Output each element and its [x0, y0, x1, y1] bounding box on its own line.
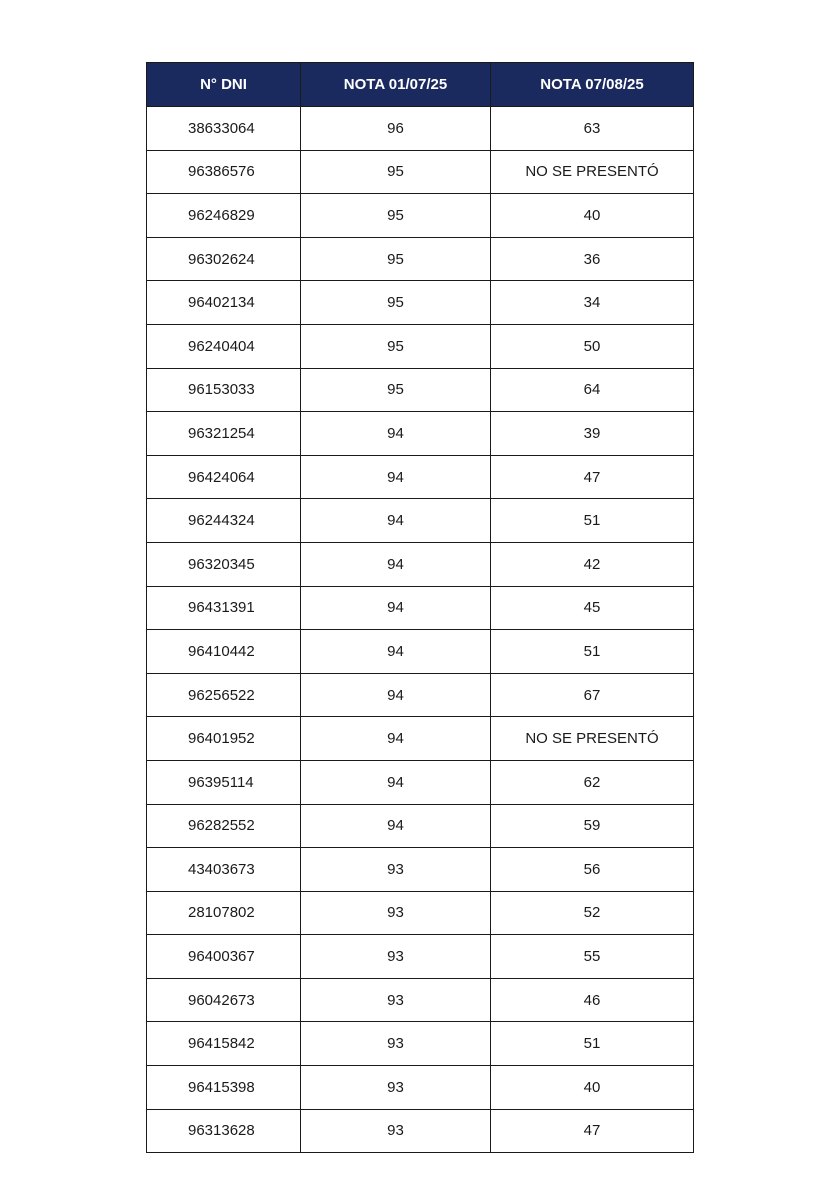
grade-1-cell: 93 — [301, 891, 491, 935]
table-row — [147, 760, 694, 804]
table-row — [147, 281, 694, 325]
dni-cell: 96246829 — [147, 194, 301, 238]
table-row — [147, 368, 694, 412]
grade-2-cell: 42 — [491, 542, 694, 586]
grade-2-cell: 67 — [491, 673, 694, 717]
dni-cell: 96282552 — [147, 804, 301, 848]
grade-2-cell: 40 — [491, 194, 694, 238]
header-row — [147, 63, 694, 107]
table-row — [147, 455, 694, 499]
grade-1-cell: 94 — [301, 412, 491, 456]
grade-1-cell: 94 — [301, 499, 491, 543]
dni-cell: 96244324 — [147, 499, 301, 543]
table-row — [147, 717, 694, 761]
dni-cell: 96431391 — [147, 586, 301, 630]
table-row — [147, 150, 694, 194]
grade-1-cell: 94 — [301, 542, 491, 586]
grade-1-cell: 95 — [301, 368, 491, 412]
table-row — [147, 1066, 694, 1110]
dni-cell: 96424064 — [147, 455, 301, 499]
grade-1-cell: 93 — [301, 1022, 491, 1066]
grade-1-cell: 95 — [301, 237, 491, 281]
grade-2-cell: 51 — [491, 1022, 694, 1066]
dni-cell: 96402134 — [147, 281, 301, 325]
dni-cell: 96415398 — [147, 1066, 301, 1110]
table-row — [147, 107, 694, 151]
grade-1-cell: 94 — [301, 673, 491, 717]
grade-2-cell: 51 — [491, 499, 694, 543]
grade-1-cell: 93 — [301, 1066, 491, 1110]
table-row — [147, 804, 694, 848]
grade-1-cell: 94 — [301, 586, 491, 630]
grade-1-cell: 94 — [301, 630, 491, 674]
grade-2-cell: 47 — [491, 1109, 694, 1153]
grade-1-cell: 95 — [301, 324, 491, 368]
dni-cell: 96153033 — [147, 368, 301, 412]
table-row — [147, 412, 694, 456]
table-row — [147, 630, 694, 674]
grade-1-cell: 94 — [301, 760, 491, 804]
table-row — [147, 673, 694, 717]
grade-2-cell: 34 — [491, 281, 694, 325]
grade-1-cell: 93 — [301, 1109, 491, 1153]
grade-1-cell: 94 — [301, 455, 491, 499]
table-row — [147, 499, 694, 543]
grade-1-cell: 95 — [301, 150, 491, 194]
grade-2-cell: 55 — [491, 935, 694, 979]
grade-2-cell: 45 — [491, 586, 694, 630]
grade-1-cell: 93 — [301, 978, 491, 1022]
dni-cell: 96256522 — [147, 673, 301, 717]
grade-2-cell: 63 — [491, 107, 694, 151]
dni-cell: 96313628 — [147, 1109, 301, 1153]
grade-2-cell: 50 — [491, 324, 694, 368]
grades-table — [146, 62, 694, 1153]
dni-cell: 96415842 — [147, 1022, 301, 1066]
dni-cell: 96395114 — [147, 760, 301, 804]
grade-1-cell: 93 — [301, 848, 491, 892]
table-row — [147, 542, 694, 586]
grade-1-cell: 94 — [301, 717, 491, 761]
grade-2-cell: 39 — [491, 412, 694, 456]
grade-2-cell: 46 — [491, 978, 694, 1022]
dni-cell: 38633064 — [147, 107, 301, 151]
grade-1-cell: 96 — [301, 107, 491, 151]
table-row — [147, 978, 694, 1022]
dni-cell: 96240404 — [147, 324, 301, 368]
grade-2-cell: 62 — [491, 760, 694, 804]
grade-2-cell: 64 — [491, 368, 694, 412]
table-row — [147, 848, 694, 892]
table-row — [147, 586, 694, 630]
dni-cell: 96410442 — [147, 630, 301, 674]
dni-cell: 96401952 — [147, 717, 301, 761]
dni-cell: 43403673 — [147, 848, 301, 892]
table-row — [147, 237, 694, 281]
header-grade-07-08-25: NOTA 07/08/25 — [491, 63, 694, 107]
grade-2-cell: 36 — [491, 237, 694, 281]
grade-2-cell: NO SE PRESENTÓ — [491, 717, 694, 761]
dni-cell: 96321254 — [147, 412, 301, 456]
header-grade-01-07-25: NOTA 01/07/25 — [301, 63, 491, 107]
table-body — [147, 107, 694, 1153]
grade-1-cell: 93 — [301, 935, 491, 979]
dni-cell: 96400367 — [147, 935, 301, 979]
table-header — [147, 63, 694, 107]
grade-2-cell: NO SE PRESENTÓ — [491, 150, 694, 194]
dni-cell: 96042673 — [147, 978, 301, 1022]
grade-2-cell: 56 — [491, 848, 694, 892]
grade-2-cell: 59 — [491, 804, 694, 848]
table-row — [147, 1109, 694, 1153]
dni-cell: 96302624 — [147, 237, 301, 281]
grade-1-cell: 95 — [301, 194, 491, 238]
dni-cell: 96386576 — [147, 150, 301, 194]
grade-2-cell: 51 — [491, 630, 694, 674]
grade-2-cell: 40 — [491, 1066, 694, 1110]
table-row — [147, 1022, 694, 1066]
table-row — [147, 194, 694, 238]
table-row — [147, 891, 694, 935]
grade-2-cell: 47 — [491, 455, 694, 499]
grade-2-cell: 52 — [491, 891, 694, 935]
grade-1-cell: 95 — [301, 281, 491, 325]
table-row — [147, 324, 694, 368]
header-dni: N° DNI — [147, 63, 301, 107]
grade-1-cell: 94 — [301, 804, 491, 848]
table-row — [147, 935, 694, 979]
dni-cell: 96320345 — [147, 542, 301, 586]
dni-cell: 28107802 — [147, 891, 301, 935]
